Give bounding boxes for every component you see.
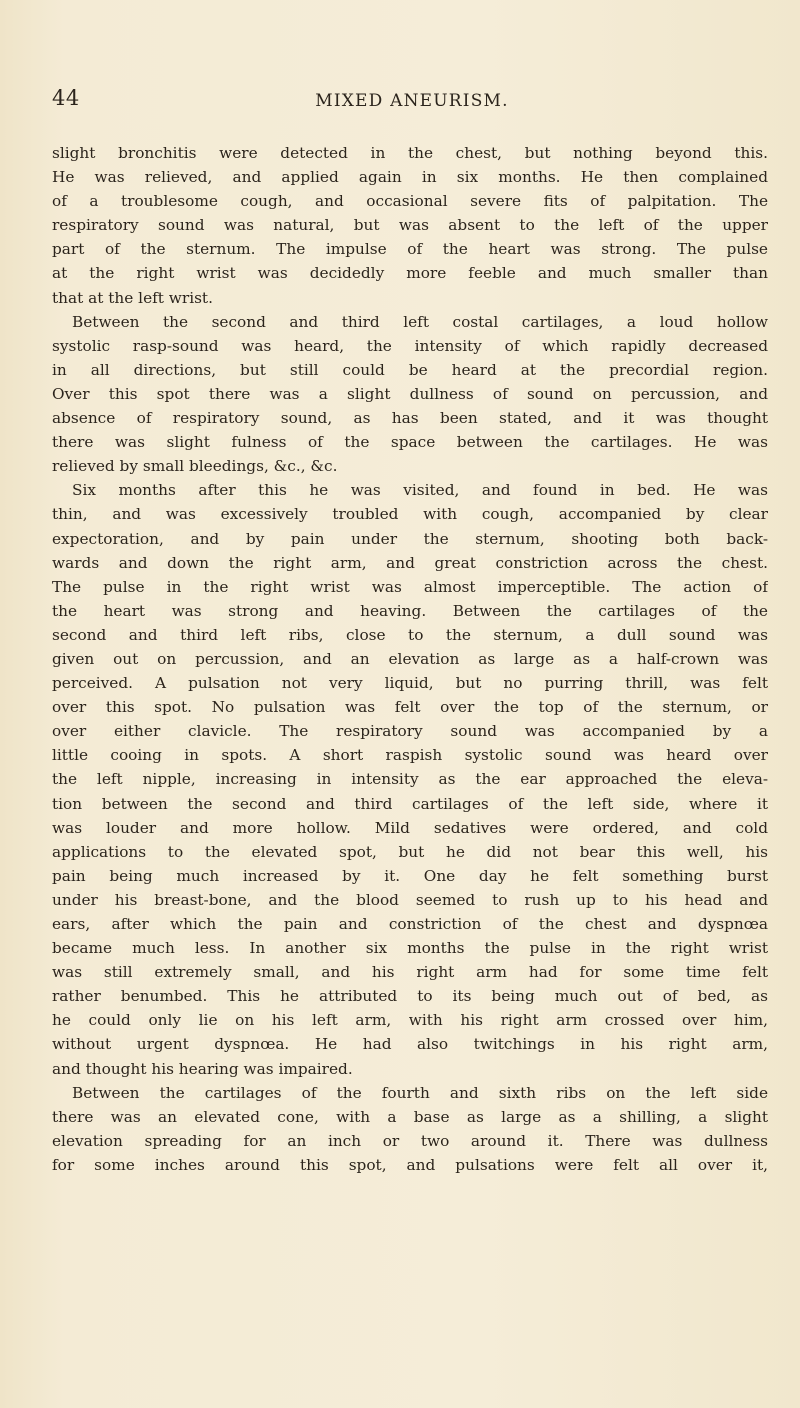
text-line: the left nipple, increasing in intensity as the ear approached the eleva- bbox=[52, 770, 768, 789]
page-number: 44 bbox=[52, 86, 80, 110]
text-line: Between the second and third left costal cartilages, a loud hollow bbox=[72, 312, 768, 331]
text-line: second and third left ribs, close to the sternum, a dull sound was bbox=[52, 625, 768, 644]
text-line: over either clavicle. The respiratory sound was accompanied by a bbox=[52, 722, 768, 741]
text-line: under his breast-bone, and the blood seemed to rush up to his head and bbox=[52, 890, 768, 909]
text-line: was louder and more hollow. Mild sedatives were ordered, and cold bbox=[52, 818, 768, 837]
text-line: there was an elevated cone, with a base as large as a shilling, a slight bbox=[52, 1107, 768, 1126]
text-line: without urgent dyspnœa. He had also twitchings in his right arm, bbox=[52, 1035, 768, 1054]
text-line: given out on percussion, and an elevation as large as a half-crown was bbox=[52, 649, 768, 668]
text-line: in all directions, but still could be heard at the precordial region. bbox=[52, 360, 768, 379]
text-line: ears, after which the pain and constriction of the chest and dyspnœa bbox=[52, 915, 768, 933]
page-header bbox=[52, 86, 772, 118]
text-line: pain being much increased by it. One day he felt something burst bbox=[52, 866, 768, 885]
text-line: applications to the elevated spot, but he did not bear this well, his bbox=[52, 842, 768, 861]
running-head: MIXED ANEURISM. bbox=[315, 91, 509, 111]
text-line: relieved by small bleedings, &c., &c. bbox=[52, 457, 338, 476]
text-line: part of the sternum. The impulse of the heart was strong. The pulse bbox=[52, 240, 768, 259]
text-line: He was relieved, and applied again in six months. He then complained bbox=[52, 168, 768, 187]
text-line: the heart was strong and heaving. Between the cartilages of the bbox=[52, 601, 768, 620]
text-line: became much less. In another six months the pulse in the right wrist bbox=[52, 939, 768, 958]
text-line: tion between the second and third cartilages of the left side, where it bbox=[52, 794, 768, 813]
body-text bbox=[52, 141, 768, 1177]
text-line: perceived. A pulsation not very liquid, but no purring thrill, was felt bbox=[52, 674, 768, 693]
text-line: absence of respiratory sound, as has been stated, and it was thought bbox=[52, 409, 768, 428]
text-line: little cooing in spots. A short raspish systolic sound was heard over bbox=[52, 746, 768, 765]
text-line: Between the cartilages of the fourth and sixth ribs on the left side bbox=[72, 1083, 768, 1102]
text-line: thin, and was excessively troubled with cough, accompanied by clear bbox=[52, 505, 768, 524]
text-line: respiratory sound was natural, but was absent to the left of the upper bbox=[52, 216, 768, 235]
text-line: wards and down the right arm, and great constriction across the chest. bbox=[52, 553, 768, 572]
text-line: slight bronchitis were detected in the chest, but nothing beyond this. bbox=[52, 144, 768, 162]
text-line: Six months after this he was visited, and found in bed. He was bbox=[72, 481, 768, 500]
text-line: expectoration, and by pain under the sternum, shooting both back- bbox=[52, 529, 768, 548]
text-line: there was slight fulness of the space between the cartilages. He was bbox=[52, 433, 768, 452]
text-line: that at the left wrist. bbox=[52, 288, 213, 307]
text-line: The pulse in the right wrist was almost imperceptible. The action of bbox=[52, 577, 768, 596]
text-line: for some inches around this spot, and pulsations were felt all over it, bbox=[52, 1155, 768, 1174]
text-line: over this spot. No pulsation was felt over the top of the sternum, or bbox=[52, 698, 768, 717]
text-line: was still extremely small, and his right arm had for some time felt bbox=[52, 963, 768, 982]
text-line: of a troublesome cough, and occasional severe fits of palpitation. The bbox=[52, 192, 768, 211]
text-line: at the right wrist was decidedly more feeble and much smaller than bbox=[52, 264, 768, 283]
text-line: rather benumbed. This he attributed to its being much out of bed, as bbox=[52, 987, 768, 1006]
text-line: Over this spot there was a slight dullness of sound on percussion, and bbox=[52, 384, 768, 403]
text-line: and thought his hearing was impaired. bbox=[52, 1059, 353, 1078]
text-line: systolic rasp-sound was heard, the intensity of which rapidly decreased bbox=[52, 336, 768, 355]
text-line: elevation spreading for an inch or two around it. There was dullness bbox=[52, 1131, 768, 1150]
text-line: he could only lie on his left arm, with his right arm crossed over him, bbox=[52, 1011, 768, 1030]
